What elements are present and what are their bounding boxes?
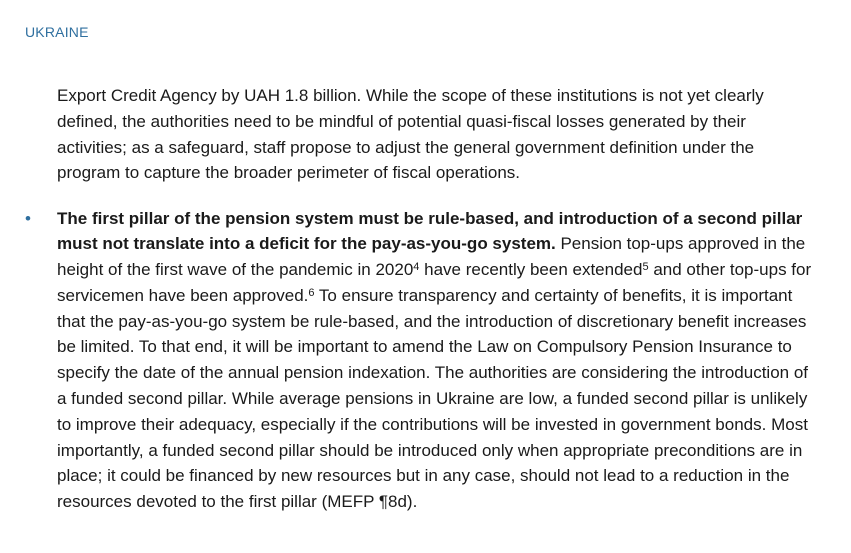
paragraph-continuation: Export Credit Agency by UAH 1.8 billion. While the scope of these institutions is not yet clearly defined, the authorities need to be mindful of potential quasi-fiscal losses generated by their activities; as a safeguard, staff propose to adjust the general government definition under the program to capture the broader perimeter of fiscal operations. — [57, 86, 764, 183]
pension-paragraph — [57, 206, 817, 516]
running-header: UKRAINE — [25, 24, 89, 40]
footnote-ref[interactable]: 5 — [642, 261, 649, 274]
footnote-ref[interactable]: 6 — [308, 286, 315, 299]
body-text: To ensure transparency and certainty of benefits, it is important that the pay-as-you-go system be rule-based, and the introduction of discretionary benefit increases be limited. To that end, it will be important to amend the Law on Compulsory Pension Insurance to specify the date of the annual pension indexation. The authorities are considering the introduction of a funded second pillar. While average pensions in Ukraine are low, a funded second pillar is unlikely to improve their adequacy, especially if the contributions will be invested in government bonds. Most importantly, a funded second pillar should be introduced only when appropriate preconditions are in place; it could be financed by new resources but in any case, should not lead to a reduction in the resources devoted to the first pillar (MEFP ¶8d). — [57, 285, 809, 512]
bold-lead-sentence: The first pillar of the pension system must be rule-based, and introduction of a second pillar must not translate into a deficit for the pay-as-you-go system. — [57, 208, 803, 254]
body-text: and other top-ups for servicemen have been approved. — [57, 260, 812, 305]
footnote-ref[interactable]: 4 — [413, 261, 420, 274]
body-text: Pension top-ups approved in the height of the first wave of the pandemic in 2020 — [57, 234, 806, 280]
bullet-marker: • — [25, 208, 31, 228]
body-text: have recently been extended — [419, 260, 643, 280]
